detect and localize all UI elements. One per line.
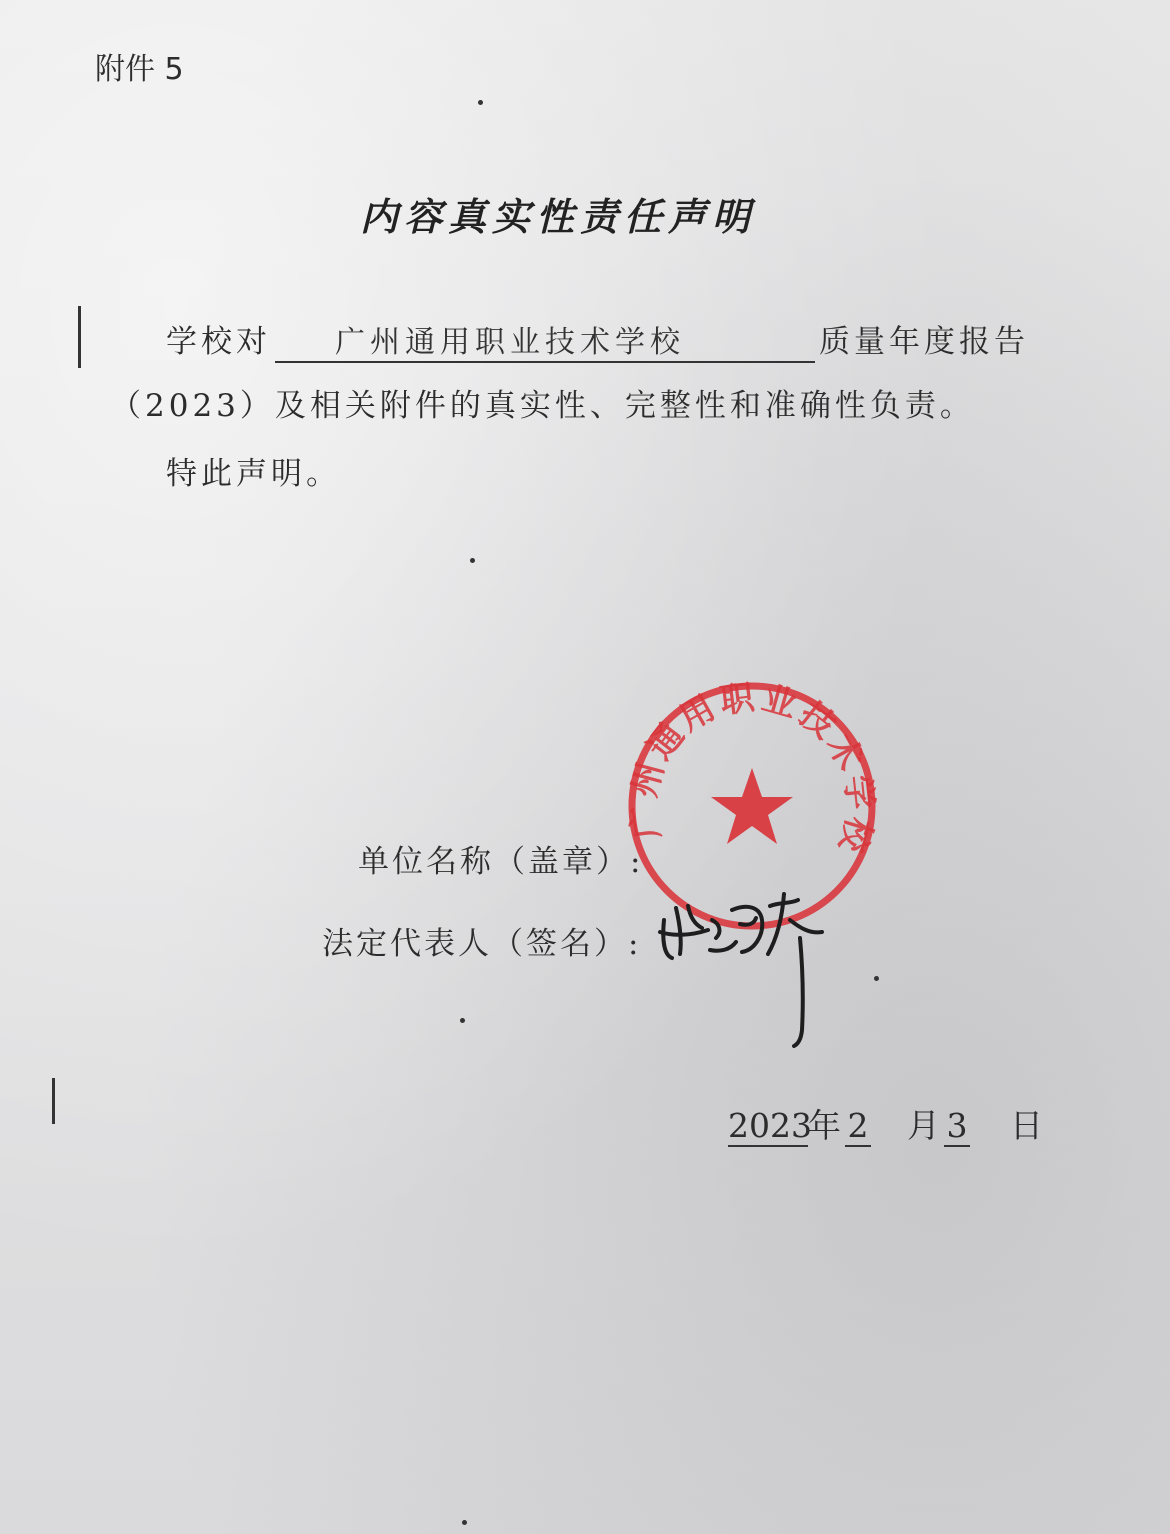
unit-name-label: 单位名称（盖章）: bbox=[358, 844, 644, 880]
date-month-unit: 月 bbox=[907, 1106, 940, 1145]
scan-dot bbox=[874, 976, 879, 981]
document-title: 内容真实性责任声明 bbox=[360, 194, 757, 239]
scan-dot bbox=[478, 100, 483, 105]
svg-text:广州通用职业技术学校: 广州通用职业技术学校 bbox=[623, 677, 881, 861]
document-date bbox=[728, 1100, 1043, 1147]
scan-dot bbox=[460, 1018, 465, 1023]
scan-dot bbox=[470, 558, 475, 563]
scan-margin-mark bbox=[52, 1078, 55, 1124]
school-name-field: 广州通用职业技术学校 bbox=[275, 317, 815, 363]
seal-star-icon bbox=[711, 768, 793, 844]
date-year-unit: 年 bbox=[808, 1106, 841, 1145]
attachment-label: 附件 5 bbox=[95, 52, 184, 87]
date-day-unit: 日 bbox=[1010, 1106, 1043, 1145]
statement-line-2: （2023）及相关附件的真实性、完整性和准确性负责。 bbox=[110, 388, 975, 424]
statement-prefix: 学校对 bbox=[166, 324, 271, 360]
legal-representative-label: 法定代表人（签名）: bbox=[322, 926, 642, 962]
date-day: 3 bbox=[944, 1106, 970, 1147]
date-month: 2 bbox=[845, 1106, 871, 1147]
statement-suffix: 质量年度报告 bbox=[819, 324, 1029, 360]
statement-closing: 特此声明。 bbox=[166, 456, 341, 492]
scan-dot bbox=[462, 1520, 467, 1525]
statement-line-1 bbox=[166, 316, 1029, 363]
date-year: 2023 bbox=[728, 1106, 812, 1145]
scan-margin-mark bbox=[78, 306, 81, 368]
handwritten-signature bbox=[650, 880, 840, 1060]
